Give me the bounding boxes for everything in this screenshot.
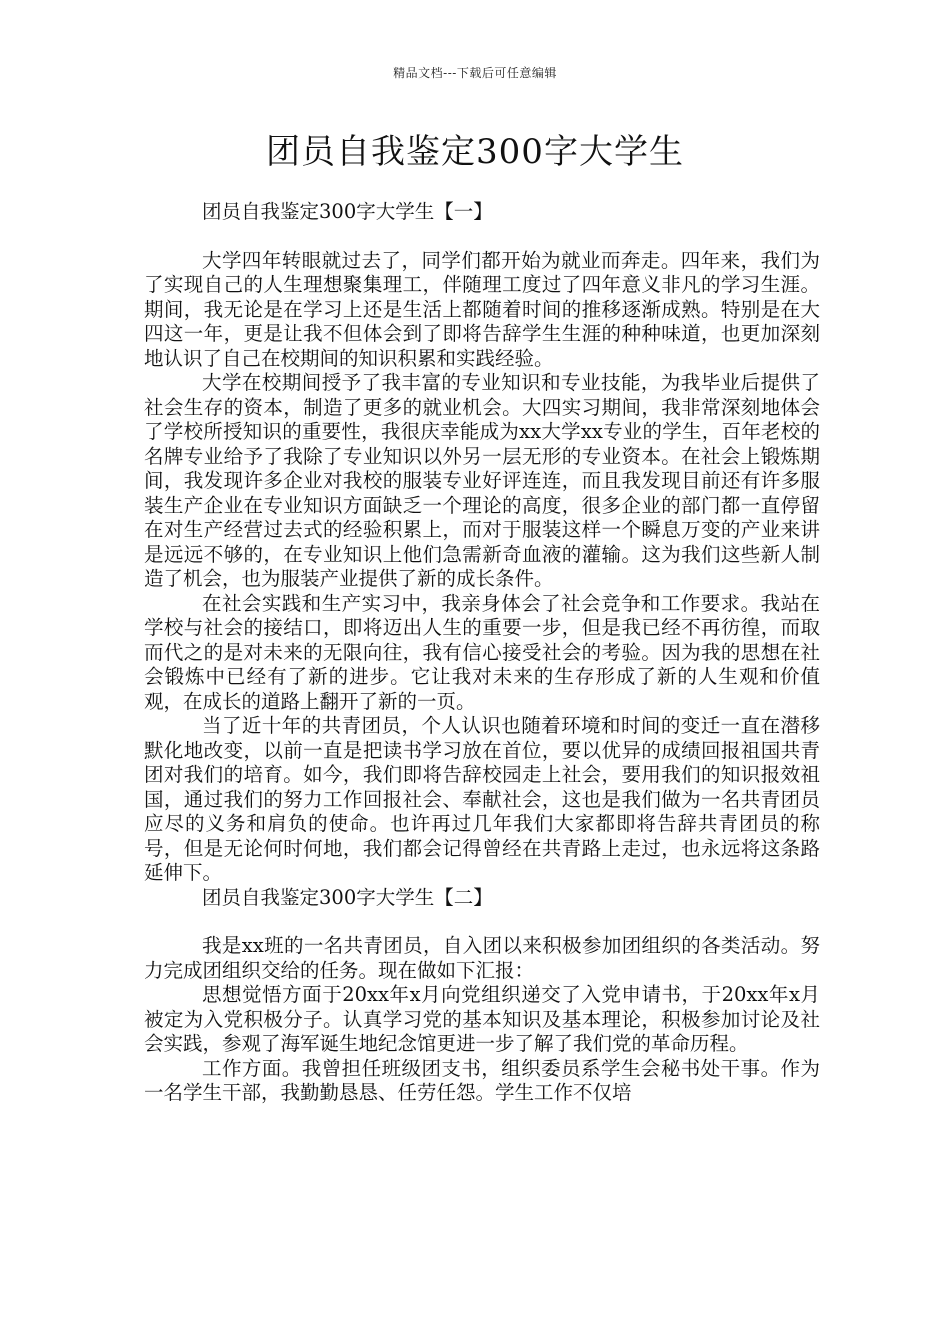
paragraph: 在社会实践和生产实习中，我亲身体会了社会竞争和工作要求。我站在学校与社会的接结口，即将迈出人生的重要一步，但是我已经不再彷徨，而取而代之的是对未来的无限向往，我有信心接受社会的考验。因为我的思想在社会锻炼中已经有了新的进步。它让我对未来的生存形成了新的人生观和价值观，在成长的道路上翻开了新的一页。 [144, 591, 820, 713]
document-title: 团员自我鉴定300字大学生 [266, 132, 684, 172]
paragraph: 思想觉悟方面于20xx年x月向党组织递交了入党申请书，于20xx年x月被定为入党积极分子。认真学习党的基本知识及基本理论，积极参加讨论及社会实践，参观了海军诞生地纪念馆更进一步了解了我们党的革命历程。 [144, 983, 820, 1055]
paragraph: 工作方面。我曾担任班级团支书，组织委员系学生会秘书处干事。作为一名学生干部，我勤勤恳恳、任劳任怨。学生工作不仅培 [144, 1056, 820, 1104]
section-heading-2: 团员自我鉴定300字大学生【二】 [202, 885, 493, 909]
section-heading-1: 团员自我鉴定300字大学生【一】 [202, 200, 493, 223]
header-note: 精品文档---下载后可任意编辑 [393, 66, 557, 80]
paragraph: 当了近十年的共青团员，个人认识也随着环境和时间的变迁一直在潜移默化地改变，以前一直是把读书学习放在首位，要以优异的成绩回报祖国共青团对我们的培育。如今，我们即将告辞校园走上社会，要用我们的知识报效祖国，通过我们的努力工作回报社会、奉献社会，这也是我们做为一名共青团员应尽的义务和肩负的使命。也许再过几年我们大家都即将告辞共青团员的称号，但是无论何时何地，我们都会记得曾经在共青路上走过，也永远将这条路延伸下。 [144, 714, 820, 884]
paragraph: 大学在校期间授予了我丰富的专业知识和专业技能，为我毕业后提供了社会生存的资本，制造了更多的就业机会。大四实习期间，我非常深刻地体会了学校所授知识的重要性，我很庆幸能成为xx大学xx专业的学生，百年老校的名牌专业给予了我除了专业知识以外另一层无形的专业资本。在社会上锻炼期间，我发现许多企业对我校的服装专业好评连连，而且我发现目前还有许多服装生产企业在专业知识方面缺乏一个理论的高度，很多企业的部门都一直停留在对生产经营过去式的经验积累上，而对于服装这样一个瞬息万变的产业来讲是远远不够的，在专业知识上他们急需新奇血液的灌输。这为我们这些新人制造了机会，也为服装产业提供了新的成长条件。 [144, 371, 820, 590]
paragraph: 大学四年转眼就过去了，同学们都开始为就业而奔走。四年来，我们为了实现自己的人生理想聚集理工，伴随理工度过了四年意义非凡的学习生涯。期间，我无论是在学习上还是生活上都随着时间的推移逐渐成熟。特别是在大四这一年，更是让我不但体会到了即将告辞学生生涯的种种味道，也更加深刻地认识了自己在校期间的知识积累和实践经验。 [144, 248, 820, 370]
document-body [144, 200, 820, 1106]
paragraph: 我是xx班的一名共青团员，自入团以来积极参加团组织的各类活动。努力完成团组织交给的任务。现在做如下汇报： [144, 934, 820, 982]
